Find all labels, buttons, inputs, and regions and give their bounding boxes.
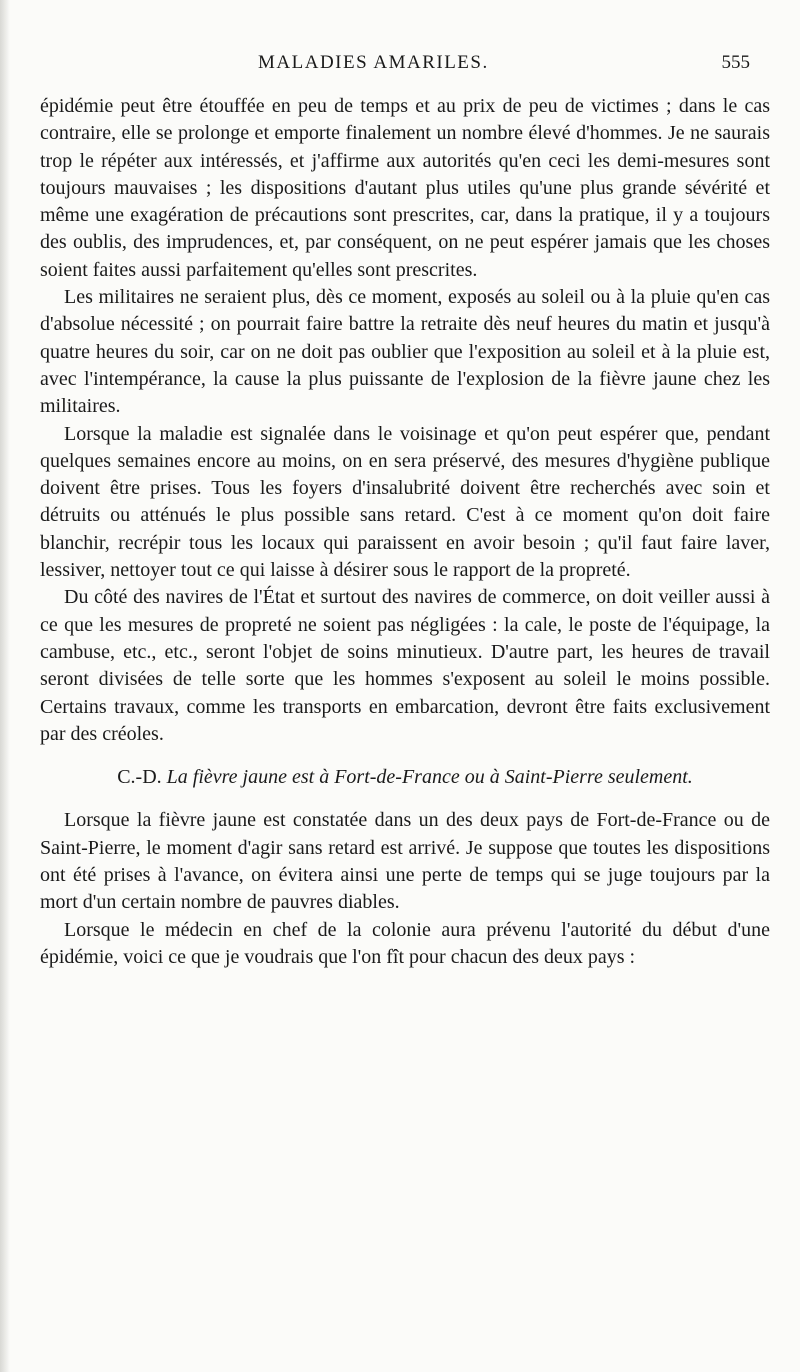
page-number: 555	[721, 52, 750, 73]
binding-gutter	[0, 0, 10, 1372]
section-heading	[40, 764, 770, 791]
section-heading-title: La fièvre jaune est à Fort-de-France ou à Saint-Pierre seulement.	[166, 766, 693, 789]
body-text	[40, 93, 770, 971]
paragraph-medecin: Lorsque le médecin en chef de la colonie aura prévenu l'autorité du début d'une épidémie, voici ce que je voudrais que l'on fît pour chacun des deux pays :	[40, 918, 770, 968]
paragraph-militaires: Les militaires ne seraient plus, dès ce moment, exposés au soleil ou à la pluie qu'en cas d'absolue nécessité ; on pourrait faire battre la retraite dès neuf heures du matin et jusqu'à quatre heures du soir, car on ne doit pas oublier que l'exposition au soleil et à la pluie est, avec l'intempérance, la cause la plus puissante de l'explosion de la fièvre jaune chez les militaires.	[40, 286, 770, 418]
paragraph-constatee: Lorsque la fièvre jaune est constatée dans un des deux pays de Fort-de-France ou de Saint-Pierre, le moment d'agir sans retard est arrivé. Je suppose que toutes les dispositions ont été prises à l'avance, on évitera ainsi une perte de temps qui se juge toujours par la mort d'un certain nombre de pauvres diables.	[40, 809, 770, 914]
paragraph-voisinage: Lorsque la maladie est signalée dans le voisinage et qu'on peut espérer que, pendant quelques semaines encore au moins, on en sera préservé, des mesures d'hygiène publique doivent être prises. Tous les foyers d'insalubrité doivent être recherchés avec soin et détruits ou atténués le plus possible sans retard. C'est à ce moment qu'on doit faire blanchir, recrépir tous les locaux qui paraissent en avoir besoin ; qu'il faut faire laver, lessiver, nettoyer tout ce qui laisse à désirer sous le rapport de la propreté.	[40, 422, 770, 582]
page-header	[40, 52, 800, 78]
running-head: MALADIES AMARILES.	[258, 52, 489, 73]
paragraph-epidemie: épidémie peut être étouffée en peu de temps et au prix de peu de victimes ; dans le cas contraire, elle se prolonge et emporte finalement un nombre élevé d'hommes. Je ne saurais trop le répéter aux intéressés, et j'affirme aux autorités qu'en ceci les demi-mesures sont toujours mauvaises ; les dispositions d'autant plus utiles qu'une plus grande sévérité et même une exagération de précautions sont prescrites, car, dans la pratique, il y a toujours des oublis, des imprudences, et, par conséquent, on ne peut espérer jamais que les choses soient faites aussi parfaitement qu'elles sont prescrites.	[40, 95, 770, 281]
section-heading-lead: C.-D.	[117, 766, 162, 789]
paragraph-navires: Du côté des navires de l'État et surtout des navires de commerce, on doit veiller aussi à ce que les mesures de propreté ne soient pas négligées : la cale, le poste de l'équipage, la cambuse, etc., etc., seront l'objet de soins minutieux. D'autre part, les heures de travail seront divisées de telle sorte que les hommes s'exposent au soleil le moins possible. Certains travaux, comme les transports en embarcation, devront être faits exclusivement par des créoles.	[40, 586, 770, 745]
